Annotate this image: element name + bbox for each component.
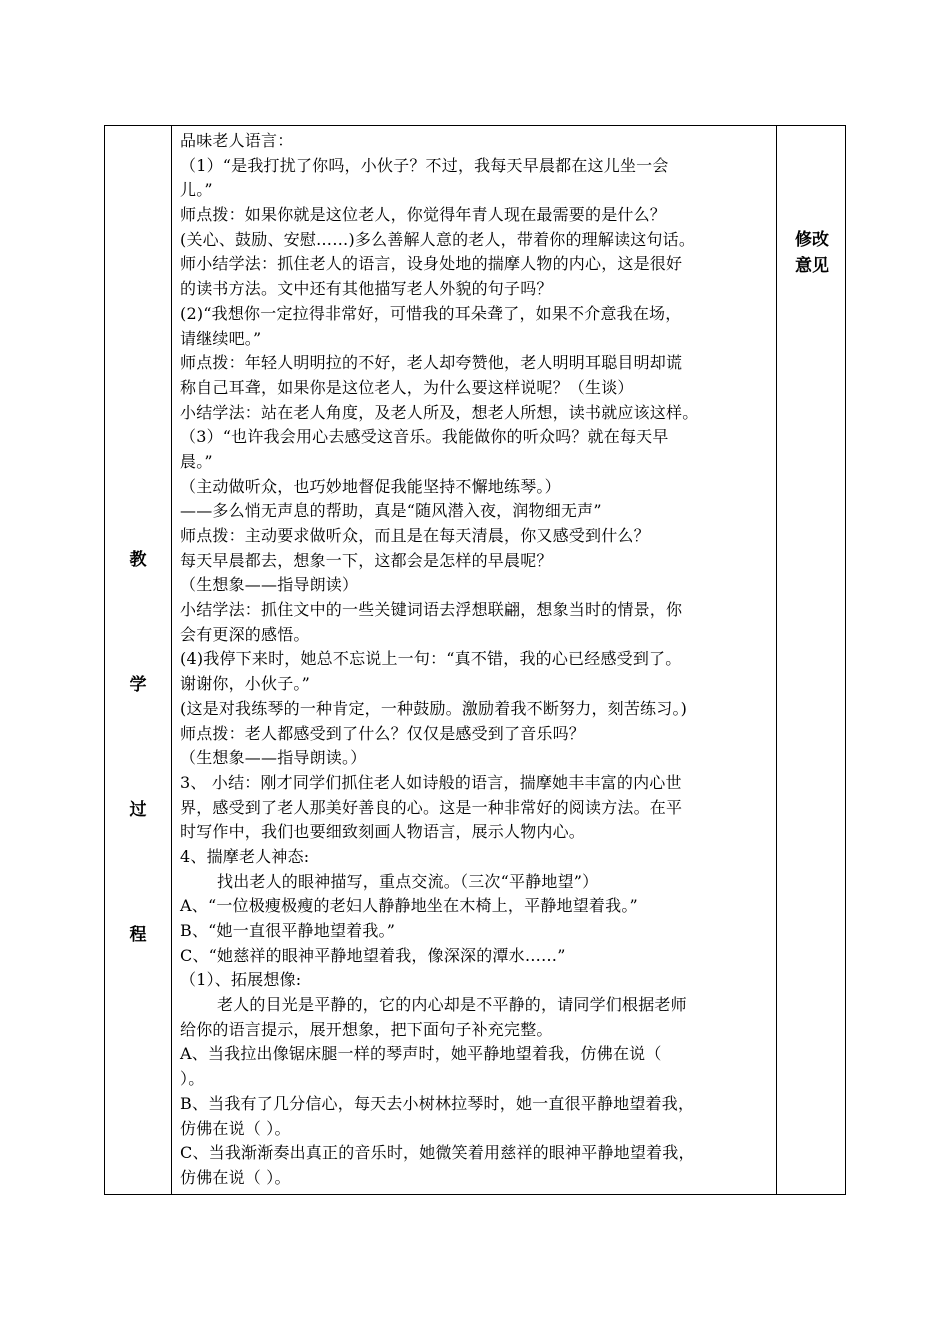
content-line: （主动做听众，也巧妙地督促我能坚持不懈地练琴。） [180, 476, 561, 496]
content-line: 师点拨：主动要求做听众，而且是在每天清晨，你又感受到什么？ [180, 526, 650, 545]
content-line: （生想象——指导朗读） [180, 575, 359, 595]
content-line: 请继续吧。” [180, 328, 262, 348]
content-line: 时写作中，我们也要细致刻画人物语言，展示人物内心。 [180, 822, 586, 842]
content-line: C、“她慈祥的眼神平静地望着我，像深深的潭水……” [180, 945, 566, 965]
content-line: B、当我有了几分信心，每天去小树林拉琴时，她一直很平静地望着我， [180, 1093, 695, 1113]
content-line: 谢谢你，小伙子。” [180, 674, 310, 694]
content-line: （1）、拓展想像: [180, 970, 302, 990]
content-line: A、“一位极瘦极瘦的老妇人静静地坐在木椅上，平静地望着我。” [180, 896, 638, 916]
content-line: 界，感受到了老人那美好善良的心。这是一种非常好的阅读方法。在平 [180, 797, 683, 817]
content-line: 3、 小结：刚才同学们抓住老人如诗般的语言，揣摩她丰丰富的内心世 [180, 772, 682, 792]
content-line: （1）“是我打扰了你吗，小伙子？不过，我每天早晨都在这儿坐一会 [180, 155, 669, 175]
content-line: 儿。” [180, 180, 213, 200]
lesson-table [104, 125, 846, 1195]
content-line: 会有更深的感悟。 [180, 624, 310, 644]
revise-label-line: 意见 [795, 256, 829, 276]
content-line: 4、揣摩老人神态: [180, 846, 310, 866]
side-label-char: 学 [129, 675, 147, 695]
content-line: （3）“也许我会用心去感受这音乐。我能做你的听众吗？就在每天早 [180, 427, 669, 447]
content-line: 仿佛在说（ ）。 [180, 1118, 291, 1138]
content-line: 给你的语言提示，展开想象，把下面句子补充完整。 [180, 1019, 553, 1039]
content-line: 师小结学法：抓住老人的语言，设身处地的揣摩人物的内心，这是很好 [180, 254, 683, 274]
content-line: (4)我停下来时，她总不忘说上一句：“真不错，我的心已经感受到了。 [180, 649, 682, 669]
column-divider [776, 126, 777, 1194]
content-line: (2)“我想你一定拉得非常好，可惜我的耳朵聋了，如果不介意我在场， [180, 303, 682, 323]
content-line: 师点拨：如果你就是这位老人，你觉得年青人现在最需要的是什么？ [180, 205, 667, 225]
content-line: A、当我拉出像锯床腿一样的琴声时，她平静地望着我，仿佛在说（ [180, 1044, 662, 1064]
content-line: (这是对我练琴的一种肯定，一种鼓励。激励着我不断努力，刻苦练习。) [180, 698, 688, 718]
content-line: 老人的目光是平静的，它的内心却是不平静的，请同学们根据老师 [217, 995, 687, 1015]
content-line: B、“她一直很平静地望着我。” [180, 921, 396, 940]
content-line: 称自己耳聋，如果你是这位老人，为什么要这样说呢？（生谈） [180, 377, 634, 397]
column-divider [171, 126, 172, 1194]
content-line: 仿佛在说（ ）。 [180, 1167, 291, 1187]
side-label-char: 教 [129, 550, 147, 570]
lesson-content [180, 129, 772, 1191]
revise-header [777, 227, 847, 279]
content-line: 品味老人语言： [180, 131, 294, 150]
content-line: 小结学法：站在老人角度，及老人所及，想老人所想，读书就应该这样。 [180, 402, 699, 422]
revise-label-line: 修改 [795, 230, 829, 250]
content-line: （生想象——指导朗读。） [180, 748, 367, 768]
side-label-char: 程 [129, 925, 147, 945]
content-line: ——多么悄无声息的帮助，真是“随风潜入夜，润物细无声” [180, 501, 602, 521]
side-label-char: 过 [129, 800, 147, 820]
content-line: 每天早晨都去，想象一下，这都会是怎样的早晨呢？ [180, 550, 553, 570]
content-line: 晨。” [180, 451, 213, 471]
content-line: 小结学法：抓住文中的一些关键词语去浮想联翩，想象当时的情景，你 [180, 600, 683, 620]
content-line: ）。 [180, 1069, 205, 1089]
content-line: C、当我渐渐奏出真正的音乐时，她微笑着用慈祥的眼神平静地望着我， [180, 1143, 695, 1163]
content-line: 的读书方法。文中还有其他描写老人外貌的句子吗？ [180, 279, 553, 299]
content-line: 找出老人的眼神描写，重点交流。（三次“平静地望”） [217, 871, 599, 891]
content-line: 师点拨：年轻人明明拉的不好，老人却夸赞他，老人明明耳聪目明却谎 [180, 353, 683, 373]
content-line: (关心、鼓励、安慰……)多么善解人意的老人，带着你的理解读这句话。 [180, 229, 696, 249]
content-line: 师点拨：老人都感受到了什么？仅仅是感受到了音乐吗？ [180, 723, 586, 743]
